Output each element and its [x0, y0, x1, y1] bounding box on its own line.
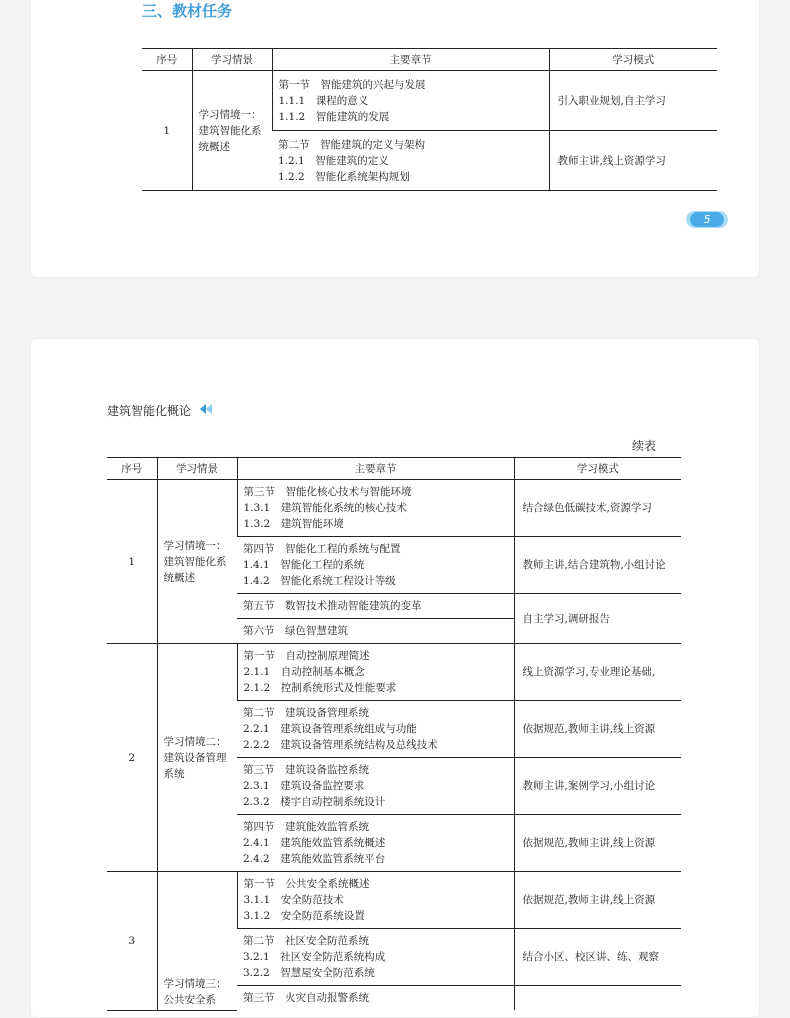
page-5: [30, 0, 760, 278]
chapter-cell: [237, 758, 514, 815]
continued-label: 续表: [632, 439, 657, 453]
header-mode: 学习模式: [514, 458, 681, 480]
chapter-line: 1.3.2 建筑智能环境: [243, 518, 344, 530]
chapter-line: 1.2.2 智能化系统架构规划: [278, 170, 410, 183]
header-scene: 学习情景: [157, 458, 237, 480]
row-number: 1: [107, 480, 157, 644]
chapter-line: 2.4.2 建筑能效监管系统平台: [243, 853, 386, 865]
learning-mode: 结合小区、校区讲、练、观察: [514, 929, 681, 986]
chapter-cell: [237, 872, 514, 929]
chapter-line: 1.3.1 建筑智能化系统的核心技术: [243, 502, 407, 514]
chapter-line: 第二节 建筑设备管理系统: [243, 707, 369, 719]
chapter-line: 第二节 社区安全防范系统: [243, 935, 369, 947]
header-chapters: 主要章节: [237, 458, 514, 480]
chapter-cell: [272, 71, 549, 131]
row-number: 2: [107, 644, 157, 872]
chapter-line: 第一节 智能建筑的兴起与发展: [278, 78, 426, 91]
row-number: 3: [107, 872, 157, 1011]
chapter-line: 第一节 自动控制原理简述: [243, 650, 370, 662]
table-row: [107, 480, 681, 537]
learning-mode: 线上资源学习,专业理论基础,: [514, 644, 681, 701]
learning-mode: 教师主讲,结合建筑物,小组讨论: [514, 537, 681, 594]
chapter-cell: [237, 480, 514, 537]
chapter-line: 第一节 公共安全系统概述: [243, 878, 370, 890]
learning-mode: 自主学习,调研报告: [514, 594, 681, 644]
chapter-cell: [237, 815, 514, 872]
chapter-cell: [237, 929, 514, 986]
learning-mode: 教师主讲,线上资源学习: [549, 131, 717, 191]
section-title: 三、教材任务: [142, 2, 233, 20]
learning-mode: [514, 986, 681, 1011]
learning-mode: 引入职业规划,自主学习: [549, 71, 717, 131]
chapter-cell: [237, 986, 514, 1011]
learning-mode: 结合绿色低碳技术,资源学习: [514, 480, 681, 537]
double-arrow-left-icon: [200, 404, 212, 414]
chapter-line: 1.1.1 课程的意义: [278, 94, 369, 107]
chapter-line: 第二节 智能建筑的定义与架构: [278, 138, 425, 151]
chapter-line: 2.2.2 建筑设备管理系统结构及总线技术: [243, 739, 438, 751]
chapter-cell: [272, 131, 549, 191]
chapter-line: 第六节 绿色智慧建筑: [243, 625, 348, 637]
page-number-badge: [686, 211, 728, 228]
course-task-table-continued: [107, 457, 681, 1011]
learning-mode: 依据规范,教师主讲,线上资源: [514, 872, 681, 929]
chapter-line: 第四节 建筑能效监管系统: [243, 821, 369, 833]
header-num: 序号: [142, 49, 192, 71]
chapter-line: 第三节 智能化核心技术与智能环境: [243, 486, 412, 498]
learning-scene: 学习情境一：建筑智能化系统概述: [157, 480, 237, 644]
chapter-line: 第三节 火灾自动报警系统: [243, 992, 369, 1004]
chapter-line: 2.2.1 建筑设备管理系统组成与功能: [243, 723, 417, 735]
chapter-cell: [237, 594, 514, 619]
row-number: 1: [142, 71, 192, 191]
table-row: [142, 71, 717, 131]
learning-scene: 学习情境一：建筑智能化系统概述: [192, 71, 272, 191]
chapter-cell: [237, 619, 514, 644]
chapter-line: 2.3.1 建筑设备监控要求: [243, 780, 365, 792]
chapter-cell: [237, 644, 514, 701]
chapter-line: 1.4.2 智能化系统工程设计等级: [243, 575, 396, 587]
table-row: [107, 872, 681, 929]
header-chapters: 主要章节: [272, 49, 549, 71]
chapter-line: 1.4.1 智能化工程的系统: [243, 559, 365, 571]
chapter-line: 第四节 智能化工程的系统与配置: [243, 543, 401, 555]
chapter-line: 3.2.2 智慧屋安全防范系统: [243, 967, 375, 979]
learning-mode: 依据规范,教师主讲,线上资源: [514, 701, 681, 758]
table-header: [107, 458, 681, 480]
course-task-table: [142, 48, 717, 191]
learning-mode: 依据规范,教师主讲,线上资源: [514, 815, 681, 872]
chapter-line: 3.1.2 安全防范系统设置: [243, 910, 365, 922]
chapter-line: 3.2.1 社区安全防范系统构成: [243, 951, 386, 963]
chapter-line: 第三节 建筑设备监控系统: [243, 764, 369, 776]
chapter-line: 2.3.2 楼宇自动控制系统设计: [243, 796, 386, 808]
table-header: [142, 49, 717, 71]
page-number: 5: [690, 212, 724, 227]
book-title: 建筑智能化概论: [107, 404, 192, 418]
chapter-line: 第五节 数智技术推动智能建筑的变革: [243, 600, 422, 612]
chapter-line: 3.1.1 安全防范技术: [243, 894, 344, 906]
header-scene: 学习情景: [192, 49, 272, 71]
learning-mode: 教师主讲,案例学习,小组讨论: [514, 758, 681, 815]
learning-scene: 学习情境三：公共安全系: [157, 872, 237, 1011]
chapter-line: 2.1.2 控制系统形式及性能要求: [243, 682, 397, 694]
chapter-line: 1.2.1 智能建筑的定义: [278, 154, 389, 167]
chapter-cell: [237, 537, 514, 594]
header-mode: 学习模式: [549, 49, 717, 71]
chapter-cell: [237, 701, 514, 758]
chapter-line: 2.4.1 建筑能效监管系统概述: [243, 837, 386, 849]
learning-scene: 学习情境二：建筑设备管理系统: [157, 644, 237, 872]
chapter-line: 1.1.2 智能建筑的发展: [278, 110, 390, 123]
header-num: 序号: [107, 458, 157, 480]
chapter-line: 2.1.1 自动控制基本概念: [243, 666, 365, 678]
table-row: [107, 644, 681, 701]
